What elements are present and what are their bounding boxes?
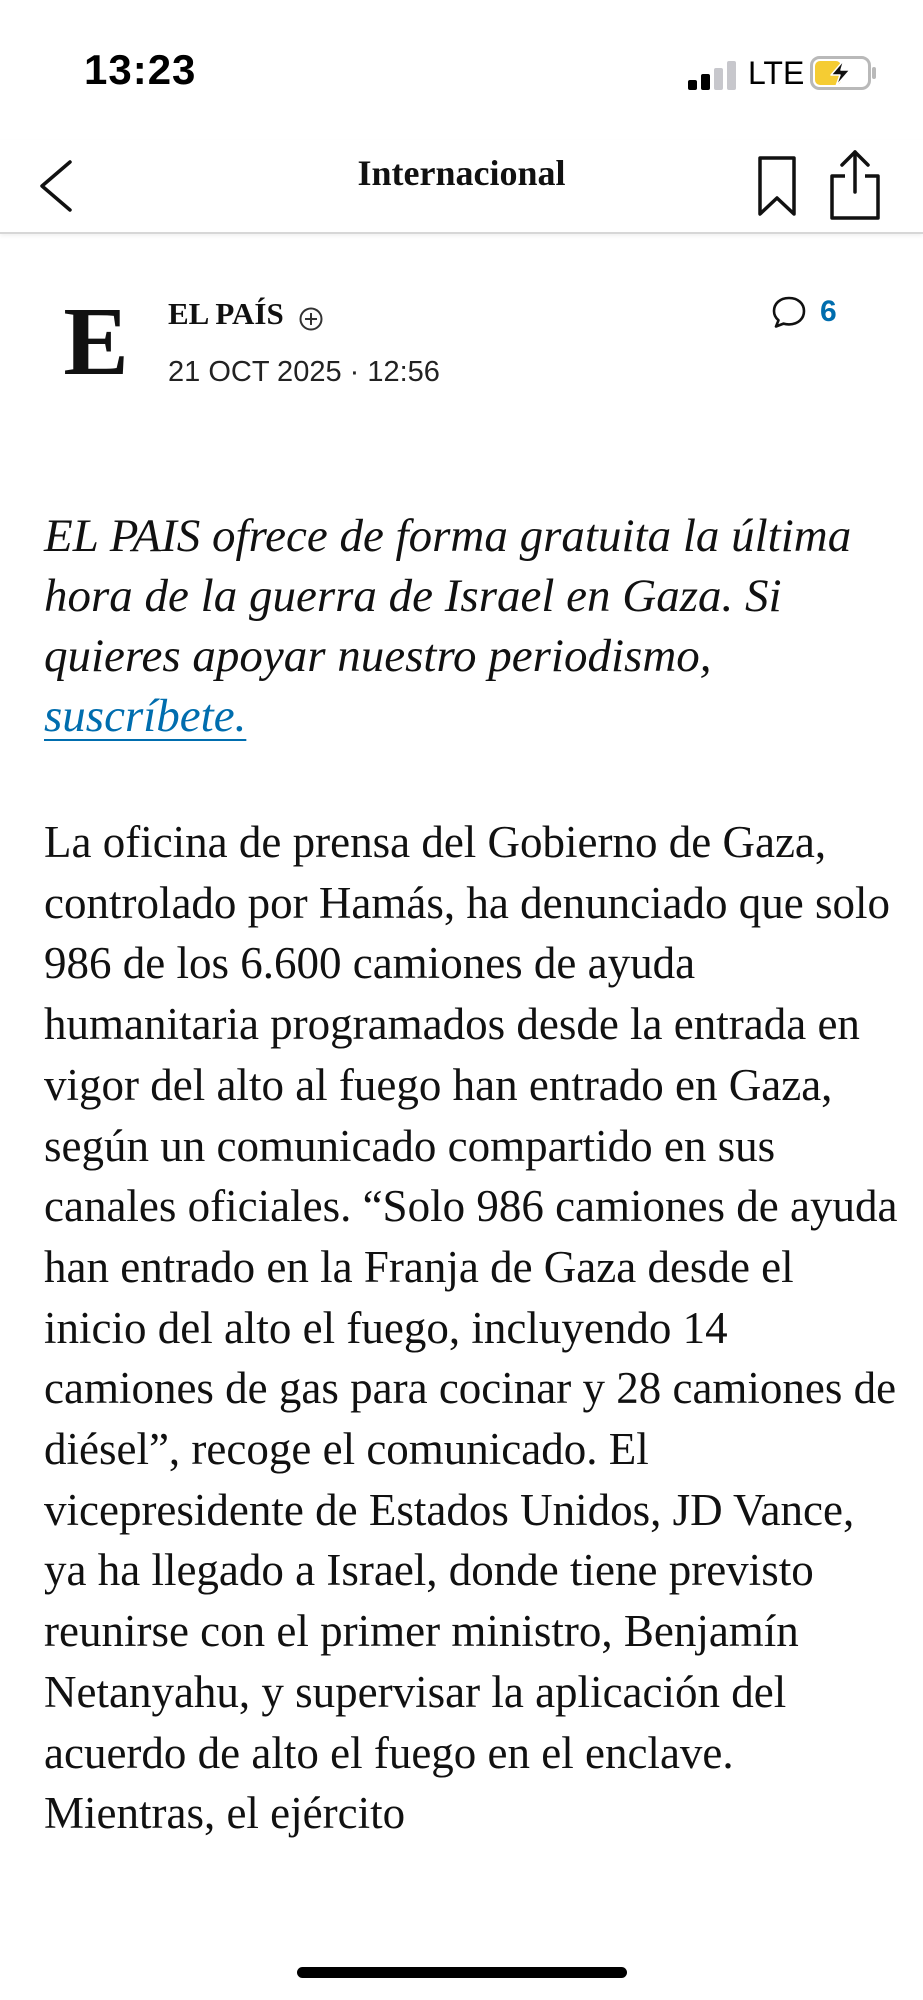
network-label: LTE xyxy=(748,55,805,91)
bookmark-icon xyxy=(752,146,802,226)
author-name[interactable]: EL PAÍS xyxy=(168,296,284,331)
publish-date: 21 OCT 2025 · 12:56 xyxy=(168,356,440,388)
comments-button[interactable] xyxy=(770,292,837,332)
nav-bar xyxy=(0,140,923,234)
status-bar xyxy=(0,0,923,140)
subscribe-link[interactable]: suscríbete. xyxy=(44,690,247,742)
section-title: Internacional xyxy=(357,153,566,193)
bookmark-button[interactable] xyxy=(752,146,802,226)
signal-icon xyxy=(688,60,738,90)
article-body: La oficina de prensa del Gobierno de Gaza, controlado por Hamás, ha denunciado que solo 986 de los 6.600 camiones de ayuda humanitaria programados desde la entrada en vigor del alto al fuego han entrado en Gaza, según un comunicado compartido en sus canales oficiales. “Solo 986 camiones de ayuda han entrado en la Franja de Gaza desde el inicio del alto el fuego, incluyendo 14 camiones de gas para cocinar y 28 camiones de diésel”, recoge el comunicado. El vicepresidente de Estados Unidos, JD Vance, ya ha llegado a Israel, donde tiene previsto reunirse con el primer ministro, Benjamín Netanyahu, y supervisar la aplicación del acuerdo de alto el fuego en el enclave. Mientras, el ejército xyxy=(44,817,898,1839)
follow-icon[interactable] xyxy=(298,306,324,332)
comment-count: 6 xyxy=(820,295,837,328)
battery-charging-icon xyxy=(810,56,878,90)
status-time: 13:23 xyxy=(84,46,197,93)
intro-text: EL PAIS ofrece de forma gratuita la última hora de la guerra de Israel en Gaza. Si quieres apoyar nuestro periodismo, xyxy=(44,510,852,682)
share-icon xyxy=(826,142,884,226)
el-pais-logo: E xyxy=(63,288,129,396)
intro-paragraph xyxy=(44,506,894,746)
home-indicator[interactable] xyxy=(297,1967,627,1978)
chevron-left-icon xyxy=(34,148,90,224)
comment-bubble-icon xyxy=(770,293,808,331)
share-button[interactable] xyxy=(826,142,884,226)
back-button[interactable] xyxy=(34,148,90,224)
